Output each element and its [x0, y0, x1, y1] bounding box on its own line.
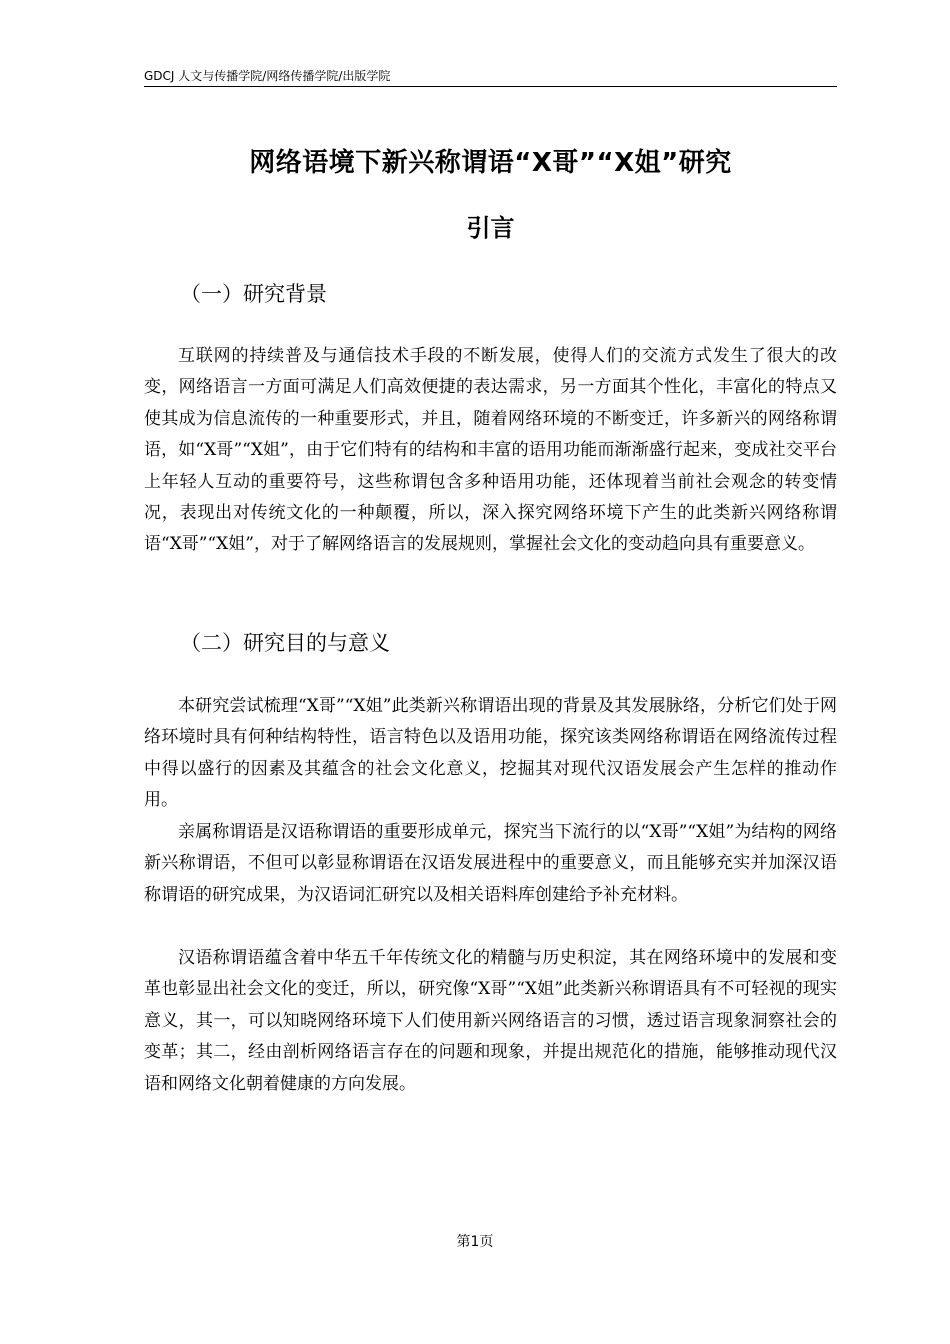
- page-header: [144, 66, 837, 87]
- paragraph-purpose-3: 汉语称谓语蕴含着中华五千年传统文化的精髓与历史积淀，其在网络环境中的发展和变革也彰显出社会文化的变迁，所以，研究像“X哥”“X姐”此类新兴称谓语具有不可轻视的现实意义，其一，可以知晓网络环境下人们使用新兴网络语言的习惯，透过语言现象洞察社会的变革；其二，经由剖析网络语言存在的问题和现象，并提出规范化的措施，能够推动现代汉语和网络文化朝着健康的方向发展。: [144, 948, 837, 1094]
- section-heading-purpose: （二）研究目的与意义: [180, 631, 390, 655]
- section-heading-background: （一）研究背景: [180, 282, 327, 306]
- header-text: GDCJ 人文与传播学院/网络传播学院/出版学院: [144, 69, 391, 83]
- page-number: 第1页: [456, 1234, 494, 1250]
- paragraph-purpose-1: 本研究尝试梳理“X哥”“X姐”此类新兴称谓语出现的背景及其发展脉络，分析它们处于网络环境时具有何种结构特性，语言特色以及语用功能，探究该类网络称谓语在网络流传过程中得以盛行的因素及其蕴含的社会文化意义，挖掘其对现代汉语发展会产生怎样的推动作用。: [144, 696, 837, 811]
- introduction-heading: 引言: [466, 214, 515, 242]
- paragraph-background: 互联网的持续普及与通信技术手段的不断发展，使得人们的交流方式发生了很大的改变，网络语言一方面可满足人们高效便捷的表达需求，另一方面其个性化，丰富化的特点又使其成为信息流传的一种重要形式，并且，随着网络环境的不断变迁，许多新兴的网络称谓语，如“X哥”“X姐”，由于它们特有的结构和丰富的语用功能而渐渐盛行起来，变成社交平台上年轻人互动的重要符号，这些称谓包含多种语用功能，还体现着当前社会观念的转变情况，表现出对传统文化的一种颠覆，所以，深入探究网络环境下产生的此类新兴网络称谓语“X哥”“X姐”，对于了解网络语言的发展规则，掌握社会文化的变动趋向具有重要意义。: [144, 346, 837, 555]
- paragraph-purpose-2: 亲属称谓语是汉语称谓语的重要形成单元，探究当下流行的以“X哥”“X姐”为结构的网络新兴称谓语，不但可以彰显称谓语在汉语发展进程中的重要意义，而且能够充实并加深汉语称谓语的研究成果，为汉语词汇研究以及相关语料库创建给予补充材料。: [144, 822, 837, 905]
- document-title: 网络语境下新兴称谓语“X哥”“X姐”研究: [249, 148, 732, 178]
